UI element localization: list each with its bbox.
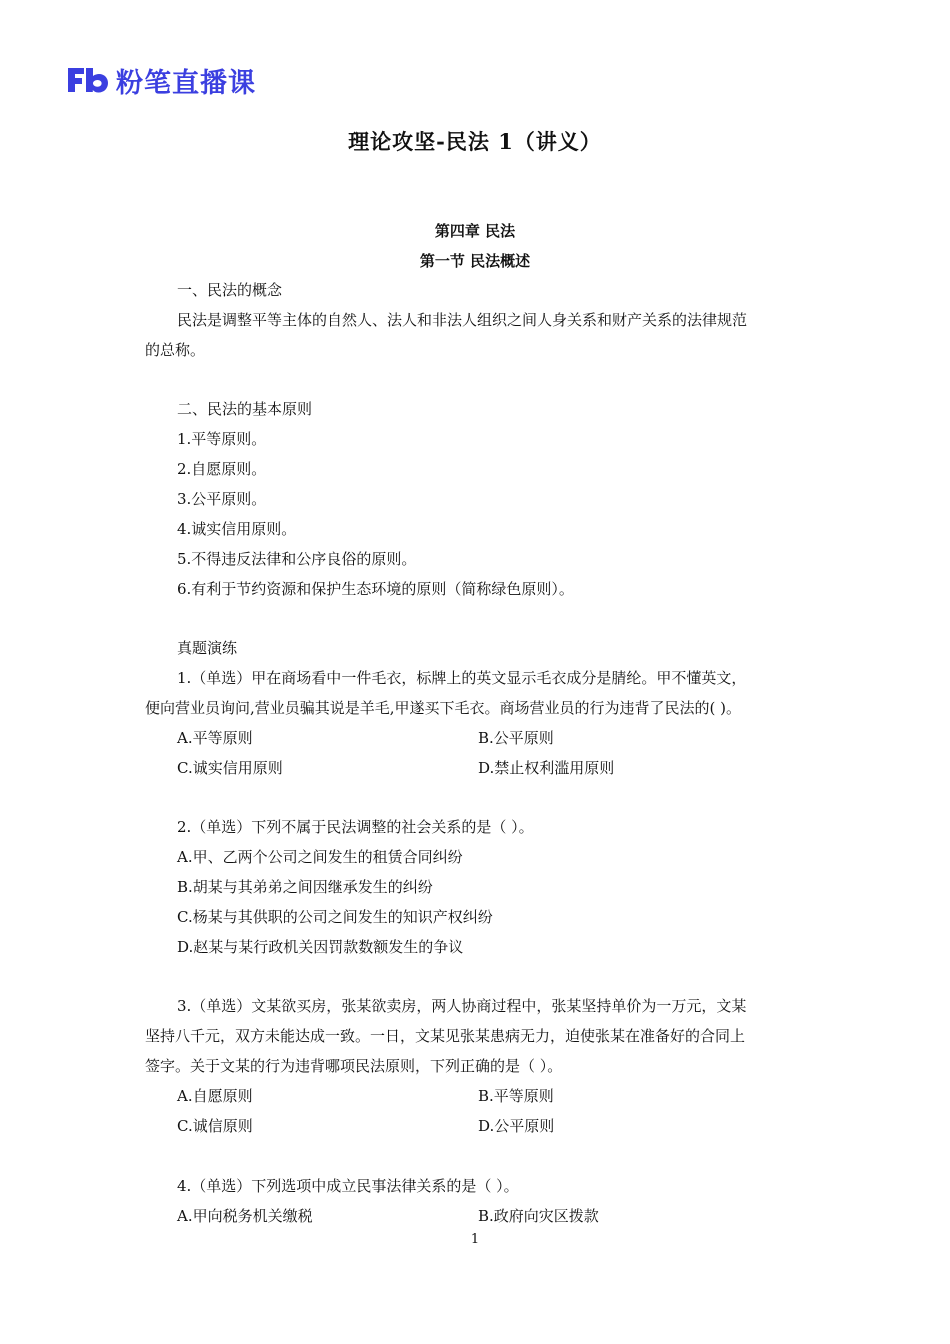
principle-item: 5.不得违反法律和公序良俗的原则。 (177, 550, 417, 568)
principles-heading: 二、民法的基本原则 (177, 400, 313, 418)
principle-item: 2.自愿原则。 (177, 460, 267, 478)
question-4-line-1: 4.（单选）下列选项中成立民事法律关系的是（ ）。 (177, 1177, 519, 1195)
question-3-option-d: D.公平原则 (478, 1117, 555, 1135)
question-1-line-2: 便向营业员询问,营业员骗其说是羊毛,甲遂买下毛衣。商场营业员的行为违背了民法的( )。 (145, 699, 742, 717)
principle-item: 1.平等原则。 (177, 430, 267, 448)
question-2-option-b: B.胡某与其弟弟之间因继承发生的纠纷 (177, 878, 433, 896)
question-1-option-d: D.禁止权利滥用原则 (478, 759, 615, 777)
fb-logo-icon (66, 66, 110, 94)
concept-body-line-1: 民法是调整平等主体的自然人、法人和非法人组织之间人身关系和财产关系的法律规范 (177, 311, 748, 329)
chapter-heading: 第四章 民法 (434, 222, 516, 240)
brand-logo (66, 62, 256, 98)
question-2-option-c: C.杨某与其供职的公司之间发生的知识产权纠纷 (177, 908, 493, 926)
question-2-line-1: 2.（单选）下列不属于民法调整的社会关系的是（ ）。 (177, 818, 534, 836)
question-3-option-b: B.平等原则 (478, 1087, 554, 1105)
principle-item: 3.公平原则。 (177, 490, 267, 508)
concept-heading: 一、民法的概念 (177, 281, 283, 299)
section-heading: 第一节 民法概述 (419, 252, 531, 270)
question-3-option-c: C.诚信原则 (177, 1117, 253, 1135)
question-3-line-1: 3.（单选）文某欲买房，张某欲卖房，两人协商过程中，张某坚持单价为一万元，文某 (177, 997, 747, 1015)
concept-body-line-2: 的总称。 (145, 341, 206, 359)
question-3-line-3: 签字。关于文某的行为违背哪项民法原则，下列正确的是（ ）。 (145, 1057, 563, 1075)
question-4-option-b: B.政府向灾区拨款 (478, 1207, 599, 1225)
principle-item: 4.诚实信用原则。 (177, 520, 297, 538)
question-1-option-a: A.平等原则 (177, 729, 253, 747)
principle-item: 6.有利于节约资源和保护生态环境的原则（简称绿色原则）。 (177, 580, 574, 598)
question-2-option-d: D.赵某与某行政机关因罚款数额发生的争议 (177, 938, 464, 956)
question-1-option-b: B.公平原则 (478, 729, 554, 747)
logo-text: 粉笔直播课 (116, 67, 256, 99)
question-1-line-1: 1.（单选）甲在商场看中一件毛衣，标牌上的英文显示毛衣成分是腈纶。甲不懂英文， (177, 669, 747, 687)
question-1-option-c: C.诚实信用原则 (177, 759, 283, 777)
page-number: 1 (470, 1232, 480, 1247)
question-3-line-2: 坚持八千元，双方未能达成一致。一日，文某见张某患病无力，迫使张某在准备好的合同上 (145, 1027, 746, 1045)
question-2-option-a: A.甲、乙两个公司之间发生的租赁合同纠纷 (177, 848, 463, 866)
practice-heading: 真题演练 (177, 639, 238, 657)
document-title: 理论攻坚-民法 1（讲义） (348, 129, 602, 154)
question-3-option-a: A.自愿原则 (177, 1087, 253, 1105)
question-4-option-a: A.甲向税务机关缴税 (177, 1207, 313, 1225)
